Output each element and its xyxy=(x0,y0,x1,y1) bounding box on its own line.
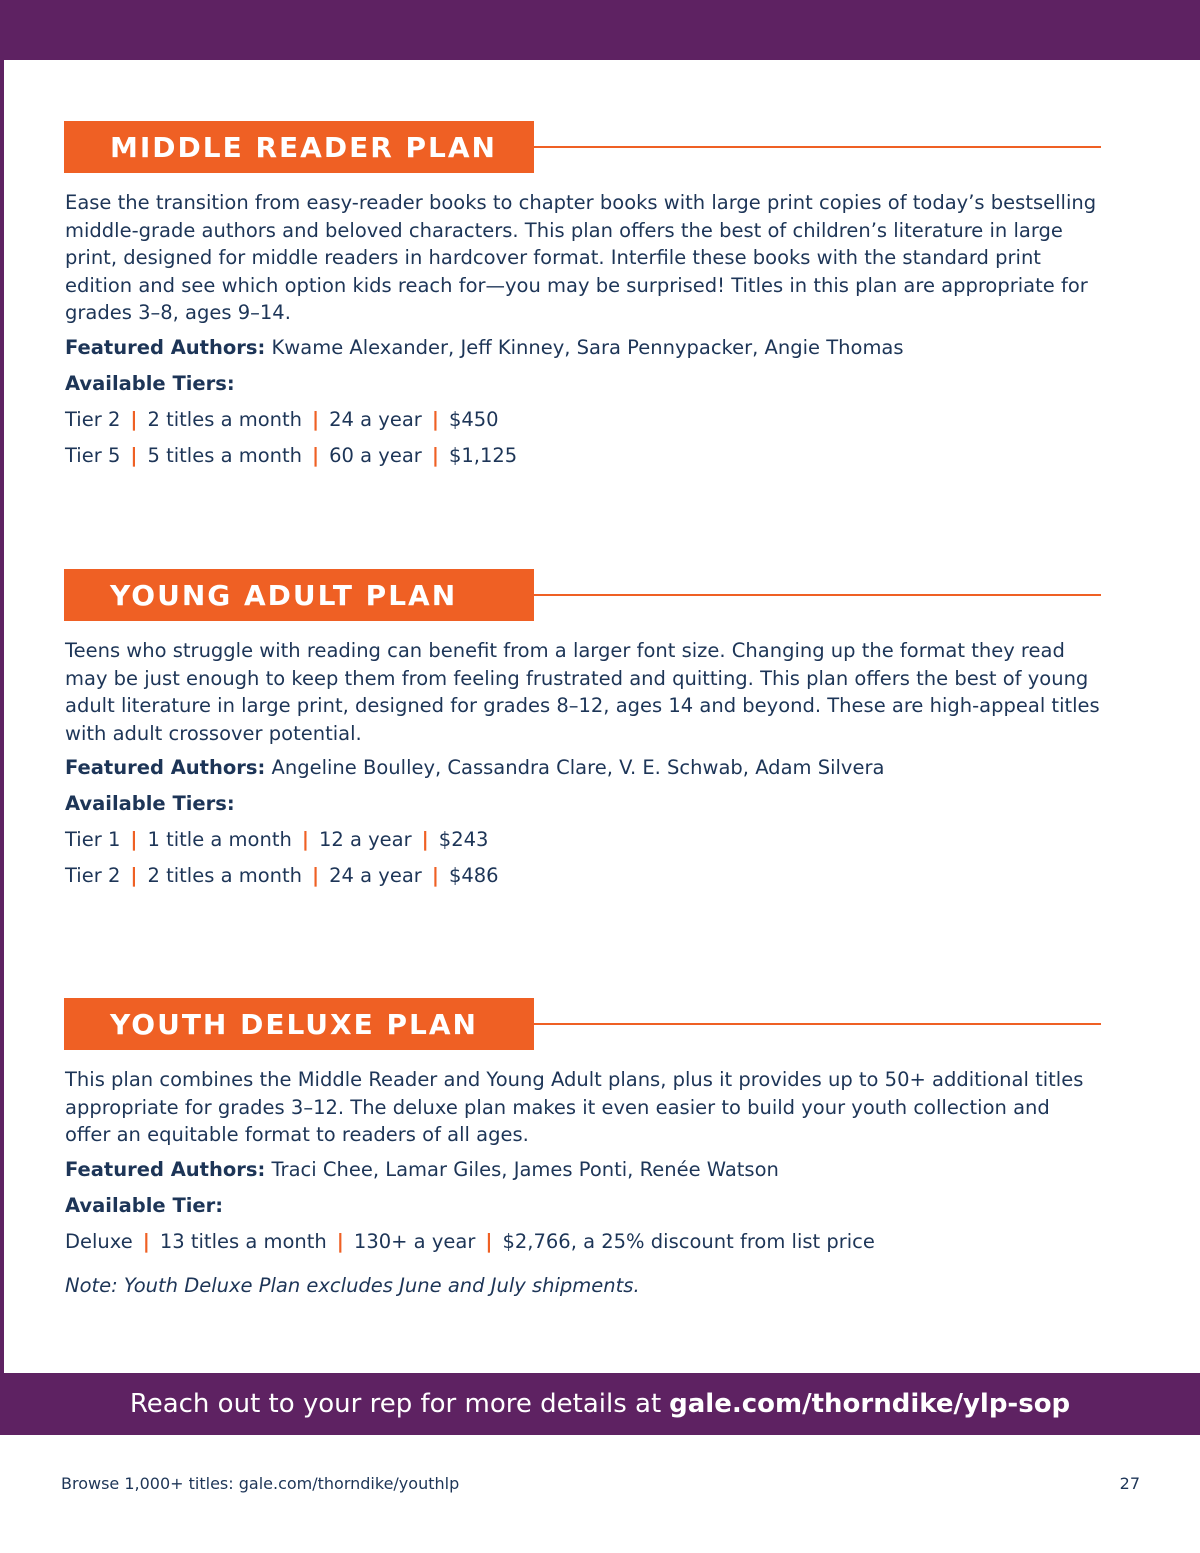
section-header-box xyxy=(64,998,534,1050)
separator: | xyxy=(431,443,439,467)
plan-note: Note: Youth Deluxe Plan excludes June and July shipments. xyxy=(65,1273,640,1297)
tier-per-year: 60 a year xyxy=(329,443,422,467)
section-title: MIDDLE READER PLAN xyxy=(110,130,497,164)
tier-price: $243 xyxy=(438,828,489,851)
tier-per-year: 24 a year xyxy=(329,407,422,431)
tier-row xyxy=(65,861,1104,891)
section-header-box xyxy=(64,569,534,621)
featured-authors xyxy=(65,333,1104,363)
contact-banner xyxy=(0,1373,1200,1435)
featured-authors-list: Kwame Alexander, Jeff Kinney, Sara Pennypacker, Angie Thomas xyxy=(271,335,904,359)
available-tiers-label: Available Tiers: xyxy=(65,792,235,815)
middle-reader-plan-section xyxy=(64,121,1104,471)
separator: | xyxy=(301,828,309,851)
tier-per-month: 2 titles a month xyxy=(147,864,303,887)
section-header-box xyxy=(64,121,534,173)
young-adult-plan-section xyxy=(64,569,1104,891)
tier-per-month: 1 title a month xyxy=(147,828,292,851)
separator: | xyxy=(431,864,439,887)
section-title: YOUTH DELUXE PLAN xyxy=(110,1007,478,1041)
header-rule xyxy=(534,594,1101,596)
tier-per-year: 130+ a year xyxy=(353,1229,476,1253)
separator: | xyxy=(485,1229,493,1253)
tier-row xyxy=(65,825,1104,855)
separator: | xyxy=(142,1229,150,1253)
section-header xyxy=(64,998,1104,1050)
tier-name: Tier 1 xyxy=(65,828,121,851)
tier-per-month: 13 titles a month xyxy=(159,1229,327,1253)
header-rule xyxy=(534,146,1101,148)
separator: | xyxy=(312,443,320,467)
separator: | xyxy=(421,828,429,851)
featured-authors-list: Angeline Boulley, Cassandra Clare, V. E. Schwab, Adam Silvera xyxy=(271,756,885,779)
separator: | xyxy=(336,1229,344,1253)
tier-row xyxy=(65,405,1104,435)
section-description: Teens who struggle with reading can benefit from a larger font size. Changing up the format they read may be just enough to keep them from feeling frustrated and quitting. This plan offers the best of young adult literature in large print, designed for grades 8–12, ages 14 and beyond. These are high-appeal titles with adult crossover potential. xyxy=(65,639,1100,745)
section-title: YOUNG ADULT PLAN xyxy=(110,578,458,612)
featured-authors xyxy=(65,1155,1104,1185)
tier-name: Tier 5 xyxy=(65,443,121,467)
tier-price: $1,125 xyxy=(448,443,518,467)
separator: | xyxy=(130,407,138,431)
tier-per-year: 12 a year xyxy=(318,828,412,851)
tier-row xyxy=(65,1227,1104,1257)
available-tiers-label: Available Tiers: xyxy=(65,371,235,395)
tier-price: $450 xyxy=(448,407,499,431)
separator: | xyxy=(312,407,320,431)
left-border xyxy=(0,60,4,1373)
section-header xyxy=(64,569,1104,621)
header-rule xyxy=(534,1023,1101,1025)
section-header xyxy=(64,121,1104,173)
top-banner xyxy=(0,0,1200,60)
section-description: This plan combines the Middle Reader and Young Adult plans, plus it provides up to 50+ additional titles appropriate for grades 3–12. The deluxe plan makes it even easier to build your youth collection and offer an equitable format to readers of all ages. xyxy=(65,1068,1084,1146)
section-description: Ease the transition from easy-reader books to chapter books with large print copies of today’s bestselling middle-grade authors and beloved characters. This plan offers the best of children’s literature in large print, designed for middle readers in hardcover format. Interfile these books with the standard print edition and see which option kids reach for—you may be surprised! Titles in this plan are appropriate for grades 3–8, ages 9–14. xyxy=(65,191,1097,324)
featured-authors-label: Featured Authors: xyxy=(65,756,266,779)
youth-deluxe-plan-section xyxy=(64,998,1104,1301)
tier-price: $486 xyxy=(448,864,499,887)
separator: | xyxy=(130,864,138,887)
tier-per-month: 5 titles a month xyxy=(147,443,303,467)
separator: | xyxy=(431,407,439,431)
tier-name: Tier 2 xyxy=(65,407,121,431)
separator: | xyxy=(130,828,138,851)
contact-text: Reach out to your rep for more details at xyxy=(129,1389,662,1419)
tier-per-month: 2 titles a month xyxy=(147,407,303,431)
featured-authors-label: Featured Authors: xyxy=(65,335,266,359)
footer-browse-link[interactable]: Browse 1,000+ titles: gale.com/thorndike/youthlp xyxy=(61,1474,460,1493)
featured-authors xyxy=(65,753,1104,783)
separator: | xyxy=(130,443,138,467)
tier-price: $2,766, a 25% discount from list price xyxy=(502,1229,875,1253)
page-number: 27 xyxy=(1119,1474,1140,1493)
featured-authors-list: Traci Chee, Lamar Giles, James Ponti, Renée Watson xyxy=(271,1157,779,1181)
featured-authors-label: Featured Authors: xyxy=(65,1157,266,1181)
separator: | xyxy=(312,864,320,887)
contact-url-link[interactable]: gale.com/thorndike/ylp-sop xyxy=(669,1389,1071,1419)
tier-row xyxy=(65,441,1104,471)
tier-name: Deluxe xyxy=(65,1229,133,1253)
tier-per-year: 24 a year xyxy=(329,864,422,887)
tier-name: Tier 2 xyxy=(65,864,121,887)
available-tier-label: Available Tier: xyxy=(65,1193,224,1217)
